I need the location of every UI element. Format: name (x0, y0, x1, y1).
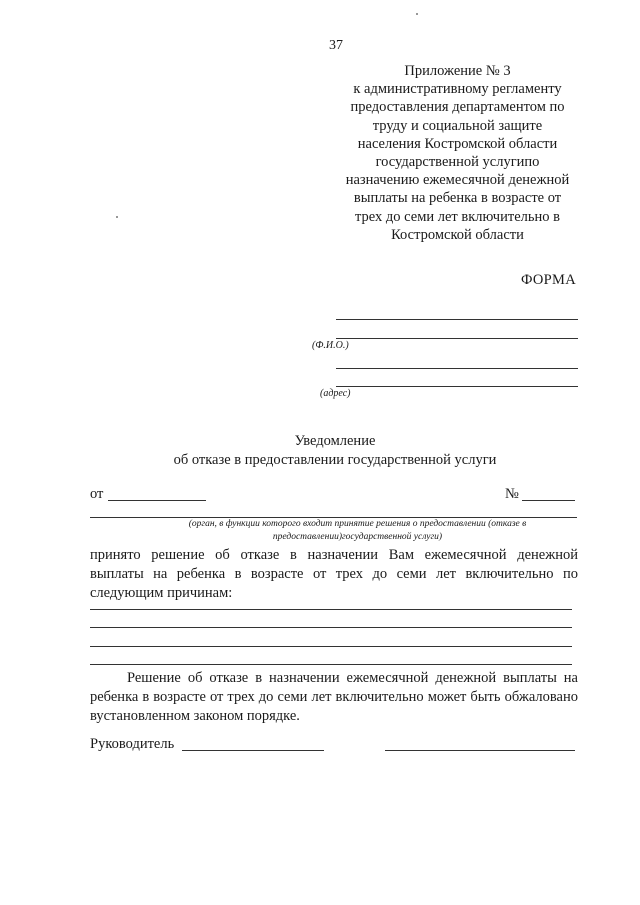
reason-line-4 (90, 664, 572, 665)
appendix-line: государственной услугипо (375, 154, 540, 171)
scan-speck (416, 13, 418, 15)
date-from-label: от (90, 486, 104, 502)
date-field-line (108, 500, 206, 501)
reason-line-3 (90, 646, 572, 647)
recipient-name-line-2 (336, 338, 578, 339)
appendix-line: трех до семи лет включительно в (355, 208, 560, 225)
fio-caption: (Ф.И.О.) (312, 340, 349, 351)
appendix-line: выплаты на ребенка в возрасте от (353, 190, 562, 207)
number-field-line (522, 500, 575, 501)
signature-line (182, 750, 324, 751)
appendix-line: населения Костромской области (357, 135, 558, 152)
appendix-line: Приложение № 3 (404, 63, 511, 79)
recipient-name-line-1 (336, 319, 578, 320)
organ-caption: (орган, в функции которого входит принятие решения о предоставлении (отказе в предоставлении)государственной услуги) (188, 519, 527, 542)
appendix-header (335, 62, 580, 244)
signer-label: Руководитель (90, 736, 175, 752)
signer-name-line (385, 750, 575, 751)
page-number: 37 (329, 38, 343, 53)
notice-title (0, 432, 640, 470)
decision-text: принято решение об отказе в назначении Вам ежемесячной денежной выплаты на ребенка в возрасте от трех до семи лет включительно по следующим причинам: (90, 547, 578, 601)
reason-line-1 (90, 609, 572, 610)
appendix-line: Костромской области (391, 226, 524, 243)
notice-heading: Уведомление (294, 433, 376, 449)
number-label: № (505, 486, 519, 502)
form-label: ФОРМА (520, 272, 576, 288)
appeal-text: Решение об отказе в назначении ежемесячной денежной выплаты на ребенка в возрасте от трех до семи лет включительно может быть обжаловано вустановленном законом порядке. (90, 670, 578, 724)
recipient-address-line-1 (336, 368, 578, 369)
recipient-address-line-2 (336, 386, 578, 387)
address-caption: (адрес) (320, 388, 351, 399)
appendix-line: к административному регламенту (353, 81, 562, 98)
appendix-line: предоставления департаментом по (350, 99, 565, 116)
scan-speck (116, 216, 118, 218)
reason-line-2 (90, 627, 572, 628)
appendix-line: назначению ежемесячной денежной (345, 172, 570, 189)
appendix-line: труду и социальной защите (372, 117, 543, 134)
notice-subheading: об отказе в предоставлении государственной услуги (173, 452, 497, 468)
